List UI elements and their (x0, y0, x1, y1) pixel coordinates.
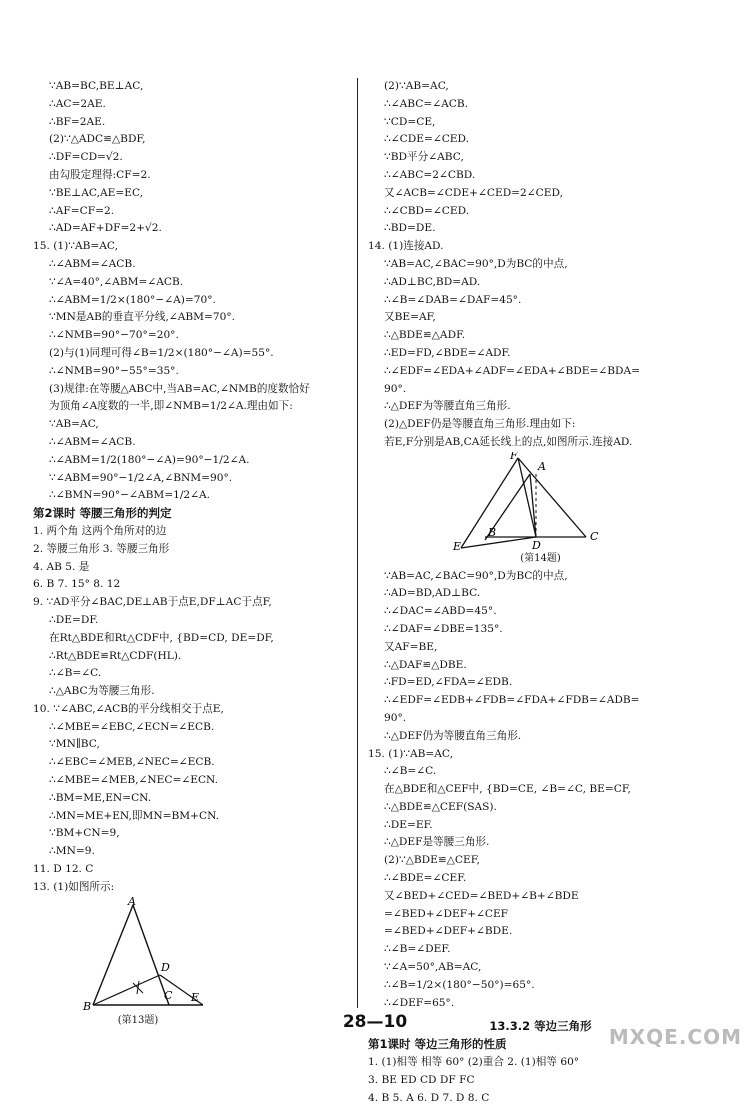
fig14-label-f: F (510, 451, 518, 462)
left-lines-line: ∵AB=BC,BE⊥AC, (49, 80, 144, 92)
right-column (368, 78, 713, 1107)
left-lines-line: ∴∠ABM=1/2×(180°−∠A)=70°. (49, 293, 216, 306)
right-lines-a-line: ∵AB=AC,∠BAC=90°,D为BC的中点, (384, 257, 568, 270)
left-lines-line: ∴AD=AF+DF=2+√2. (49, 222, 162, 235)
right-lines-b-line: ∴∠DAF=∠DBE=135°. (384, 622, 503, 635)
figure-14 (368, 452, 713, 568)
left-lines-line: ∴Rt△BDE≌Rt△CDF(HL). (49, 649, 182, 662)
left-lines-line: 11. D 12. C (33, 863, 94, 876)
fig14-line-fd2 (518, 458, 536, 537)
right-lines-b-line: =∠BED+∠DEF+∠CEF (384, 907, 509, 920)
fig14-line-ed (461, 537, 536, 548)
right-lines-a (368, 78, 713, 452)
right-lines-b-line: ∴△DEF是等腰三角形. (384, 836, 490, 849)
left-lines-line: 13. (1)如图所示: (33, 880, 115, 893)
right-lines-a-line: ∴△DEF为等腰直角三角形. (384, 400, 511, 413)
left-lines-line: ∴∠NMB=90°−70°=20°. (49, 329, 179, 342)
left-lines-line: 1. 两个角 这两个角所对的边 (33, 524, 167, 537)
right-lines-b-line: ∴AD=BD,AD⊥BC. (384, 587, 481, 600)
right-lines-a-line: 90°. (384, 382, 407, 395)
right-lines-b-line: ∴∠B=1/2×(180°−50°)=65°. (384, 978, 535, 991)
column-divider (357, 78, 358, 1008)
fig14-line-fd (530, 474, 536, 537)
right-lines-a-line: ∴∠ABC=2∠CBD. (384, 168, 476, 181)
right-lines-b-line: =∠BED+∠DEF+∠BDE. (384, 925, 513, 938)
right-lines-b-line: (2)∵△BDE≌△CEF, (384, 854, 480, 867)
left-column (33, 78, 343, 1029)
left-lines-line: ∵∠A=40°,∠ABM=∠ACB. (49, 275, 184, 288)
right-lines-b-line: 又∠BED+∠CED=∠BED+∠B+∠BDE (384, 889, 579, 902)
right-lines-b-line: 15. (1)∵AB=AC, (368, 747, 454, 760)
left-lines-line: ∴∠ABM=∠ACB. (49, 435, 136, 448)
left-lines-line: ∴MN=ME+EN,即MN=BM+CN. (49, 809, 220, 822)
right-lines-a-line: ∵CD=CE, (384, 115, 436, 128)
left-lines-line: ∴DE=DF. (49, 613, 99, 626)
fig13-label-d: D (161, 960, 170, 974)
left-lines-line: 9. ∵AD平分∠BAC,DE⊥AB于点E,DF⊥AC于点F, (33, 596, 272, 609)
right-lines-b-line: ∴DE=EF. (384, 818, 433, 831)
left-lines-line: ∵BE⊥AC,AE=EC, (49, 186, 144, 199)
left-lines-line: ∴∠BMN=90°−∠ABM=1/2∠A. (49, 489, 211, 502)
left-lines-line: 第2课时 等腰三角形的判定 (33, 506, 172, 521)
figure-13-diagram (33, 897, 203, 1012)
page-number: 28—10 (342, 1012, 408, 1032)
left-lines-line: ∴BF=2AE. (49, 115, 106, 128)
left-lines-line: (3)规律:在等腰△ABC中,当AB=AC,∠NMB的度数恰好 (49, 382, 310, 395)
left-lines-line: 15. (1)∵AB=AC, (33, 240, 119, 253)
left-lines-line: ∴AC=2AE. (49, 97, 106, 110)
right-lines-c-line: 4. B 5. A 6. D 7. D 8. C (368, 1091, 490, 1104)
left-lines-line: (2)与(1)同理可得∠B=1/2×(180°−∠A)=55°. (49, 346, 274, 359)
fig14-line-fc (518, 458, 586, 537)
left-lines-line: ∵MN是AB的垂直平分线,∠ABM=70°. (49, 311, 235, 324)
figure-13-caption: (第13题) (117, 1014, 159, 1026)
left-lines-line: ∴∠NMB=90°−55°=35°. (49, 364, 179, 377)
fig14-label-d: D (532, 538, 541, 550)
right-lines-a-line: 又∠ACB=∠CDE+∠CED=2∠CED, (384, 186, 563, 199)
fig14-label-c: C (590, 529, 599, 543)
right-lines-b-line: ∴∠DEF=65°. (384, 996, 455, 1009)
right-lines-a-line: ∴AD⊥BC,BD=AD. (384, 275, 481, 288)
fig13-label-c: C (164, 988, 173, 1002)
right-lines-c-line: 13.3.2 等边三角形 (489, 1019, 592, 1034)
left-lines-line: ∵BM+CN=9, (49, 827, 120, 840)
figure-14-caption: (第14题) (520, 552, 561, 564)
right-lines-a-line: ∴ED=FD,∠BDE=∠ADF. (384, 346, 511, 359)
left-lines-line: (2)∵△ADC≌△BDF, (49, 133, 146, 146)
right-lines-a-line: ∵BD平分∠ABC, (384, 151, 464, 164)
right-lines-b-line: 在△BDE和△CEF中, {BD=CE, ∠B=∠C, BE=CF, (384, 783, 631, 796)
left-lines-line: 在Rt△BDE和Rt△CDF中, {BD=CD, DE=DF, (49, 631, 274, 644)
right-lines-b-line: ∴∠BDE=∠CEF. (384, 872, 467, 885)
right-lines-b-line: ∴∠B=∠C. (384, 765, 437, 778)
left-lines-line: ∴AF=CF=2. (49, 204, 115, 217)
left-lines-line: ∵MN∥BC, (49, 738, 100, 751)
right-lines-a-line: (2)∵AB=AC, (384, 80, 449, 92)
right-lines-c-line: 1. (1)相等 相等 60° (2)重合 2. (1)相等 60° (368, 1056, 580, 1069)
left-lines-line: ∴∠MBE=∠EBC,∠ECN=∠ECB. (49, 720, 215, 733)
right-lines-a-line: 又BE=AF, (384, 311, 436, 324)
left-lines-line: ∴BM=ME,EN=CN. (49, 791, 152, 804)
right-lines-c-line: 3. BE ED CD DF FC (368, 1073, 475, 1086)
right-lines-b-line: ∵AB=AC,∠BAC=90°,D为BC的中点, (384, 569, 568, 582)
right-lines-b-line: ∴FD=ED,∠FDA=∠EDB. (384, 676, 513, 689)
right-lines-a-line: ∴△BDE≌△ADF. (384, 329, 466, 342)
left-lines-line: 2. 等腰三角形 3. 等腰三角形 (33, 542, 170, 555)
figure-14-diagram (368, 452, 713, 550)
left-lines-line: ∴∠EBC=∠MEB,∠NEC=∠ECB. (49, 756, 215, 769)
right-lines-b-line: ∴∠DAC=∠ABD=45°. (384, 605, 497, 618)
fig14-label-a: A (538, 459, 546, 473)
right-lines-b-line: ∴△BDE≌△CEF(SAS). (384, 800, 497, 813)
left-lines-line: 为顶角∠A度数的一半,即∠NMB=1/2∠A.理由如下: (49, 400, 293, 413)
right-lines-b-line: ∴∠EDF=∠EDB+∠FDB=∠FDA+∠FDB=∠ADB= (384, 694, 640, 707)
right-lines-a-line: ∴∠ABC=∠ACB. (384, 97, 469, 110)
left-lines-line: ∵AB=AC, (49, 418, 99, 431)
watermark: MXQE.COM (608, 1025, 742, 1049)
fig13-label-b: B (83, 999, 92, 1012)
left-lines-line: 10. ∵∠ABC,∠ACB的平分线相交于点E, (33, 702, 224, 715)
right-lines-a-line: ∴BD=DE. (384, 222, 436, 235)
left-lines-line: ∴DF=CD=√2. (49, 151, 123, 164)
fig13-label-e: E (191, 990, 200, 1004)
left-lines-line: ∴△ABC为等腰三角形. (49, 685, 155, 698)
right-lines-a-line: ∴∠B=∠DAB=∠DAF=45°. (384, 293, 522, 306)
left-lines-line: 由勾股定理得:CF=2. (49, 168, 151, 181)
left-lines-line: ∴∠MBE=∠MEB,∠NEC=∠ECN. (49, 774, 219, 787)
right-lines-b-line: ∵∠A=50°,AB=AC, (384, 961, 482, 974)
right-lines-a-line: ∴∠EDF=∠EDA+∠ADF=∠EDA+∠BDE=∠BDA= (384, 364, 641, 377)
right-lines-a-line: (2)△DEF仍是等腰直角三角形.理由如下: (384, 418, 576, 431)
fig14-label-e: E (453, 539, 462, 550)
figure-13 (33, 897, 343, 1030)
left-lines (33, 78, 343, 897)
left-lines-line: ∵∠ABM=90°−1/2∠A,∠BNM=90°. (49, 471, 233, 484)
right-lines-b-line: ∴△DEF仍为等腰直角三角形. (384, 729, 522, 742)
right-lines-a-line: 14. (1)连接AD. (368, 240, 444, 253)
right-lines-c-line: 第1课时 等边三角形的性质 (368, 1037, 507, 1052)
fig13-label-a: A (128, 896, 136, 908)
left-lines-line: ∴∠B=∠C. (49, 667, 102, 680)
left-lines-line: 6. B 7. 15° 8. 12 (33, 578, 121, 591)
right-lines-a-line: ∴∠CDE=∠CED. (384, 133, 470, 146)
left-lines-line: 4. AB 5. 是 (33, 560, 90, 573)
left-lines-line: ∴∠ABM=∠ACB. (49, 257, 136, 270)
fig14-label-b: B (488, 525, 497, 539)
right-lines-b-line: ∴△DAF≌△DBE. (384, 658, 467, 671)
right-lines-b-line: ∴∠B=∠DEF. (384, 943, 451, 956)
left-lines-line: ∴∠ABM=1/2(180°−∠A)=90°−1/2∠A. (49, 453, 250, 466)
left-lines-line: ∴MN=9. (49, 845, 95, 858)
right-lines-a-line: 若E,F分别是AB,CA延长线上的点,如图所示.连接AD. (384, 435, 633, 448)
right-lines-a-line: ∴∠CBD=∠CED. (384, 204, 470, 217)
right-lines-b-line: 又AF=BE, (384, 640, 438, 653)
right-lines-b (368, 568, 713, 1013)
right-lines-b-line: 90°. (384, 711, 407, 724)
